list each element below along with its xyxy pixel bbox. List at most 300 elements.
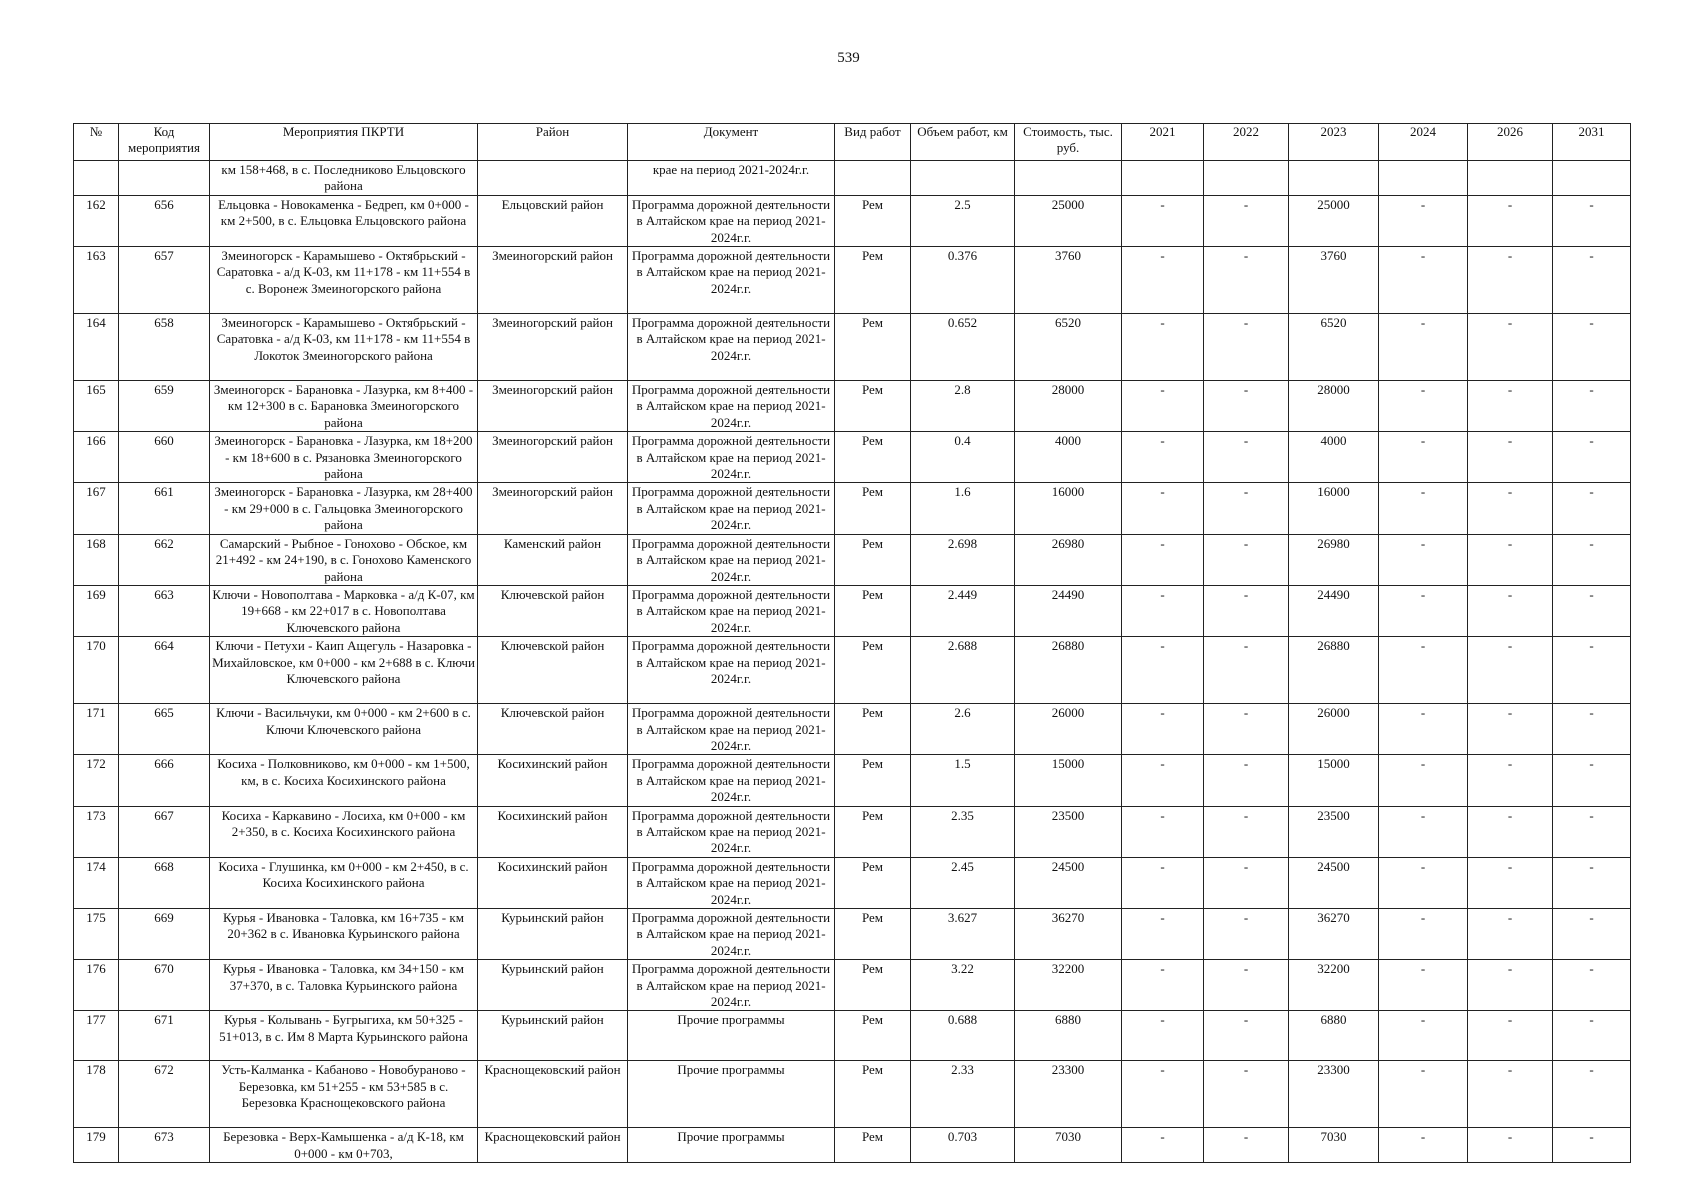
row-2031: - xyxy=(1553,909,1631,960)
row-code: 672 xyxy=(119,1061,210,1128)
row-no: 169 xyxy=(74,585,119,636)
row-work-type: Рем xyxy=(835,195,911,246)
row-code: 661 xyxy=(119,483,210,534)
row-work-type: Рем xyxy=(835,857,911,908)
row-work-type: Рем xyxy=(835,247,911,314)
row-2022: - xyxy=(1204,1061,1289,1128)
row-2023: 36270 xyxy=(1289,909,1379,960)
row-no: 172 xyxy=(74,755,119,806)
row-2021: - xyxy=(1122,195,1204,246)
row-document: Программа дорожной деятельности в Алтайском крае на период 2021-2024г.г. xyxy=(628,585,835,636)
row-2023: 23300 xyxy=(1289,1061,1379,1128)
row-2021: - xyxy=(1122,704,1204,755)
row-2021: - xyxy=(1122,483,1204,534)
row-cost: 26000 xyxy=(1015,704,1122,755)
row-2024: - xyxy=(1379,806,1468,857)
row-2021 xyxy=(1122,161,1204,196)
row-2022: - xyxy=(1204,704,1289,755)
row-2024: - xyxy=(1379,857,1468,908)
row-2026: - xyxy=(1468,534,1553,585)
row-work-type: Рем xyxy=(835,381,911,432)
row-work-type: Рем xyxy=(835,534,911,585)
row-event: Курья - Колывань - Бугрыгиха, км 50+325 - 51+013, в с. Им 8 Марта Курьинского района xyxy=(210,1011,478,1061)
row-no: 162 xyxy=(74,195,119,246)
header-2026: 2026 xyxy=(1468,124,1553,161)
row-event: Самарский - Рыбное - Гонохово - Обское, км 21+492 - км 24+190, в с. Гонохово Каменского района xyxy=(210,534,478,585)
row-2031: - xyxy=(1553,314,1631,381)
row-event: Змеиногорск - Карамышево - Октябрьский - Саратовка - а/д К-03, км 11+178 - км 11+554 в с. Воронеж Змеиногорского района xyxy=(210,247,478,314)
row-cost: 4000 xyxy=(1015,432,1122,483)
row-no: 174 xyxy=(74,857,119,908)
table-row xyxy=(74,534,1631,585)
row-2031: - xyxy=(1553,534,1631,585)
row-no: 167 xyxy=(74,483,119,534)
row-2022: - xyxy=(1204,1011,1289,1061)
row-2023: 23500 xyxy=(1289,806,1379,857)
row-document: Программа дорожной деятельности в Алтайском крае на период 2021-2024г.г. xyxy=(628,806,835,857)
row-code: 669 xyxy=(119,909,210,960)
row-2026: - xyxy=(1468,909,1553,960)
header-cost: Стоимость, тыс. руб. xyxy=(1015,124,1122,161)
table-header xyxy=(74,124,1631,161)
row-2024: - xyxy=(1379,637,1468,704)
row-cost: 36270 xyxy=(1015,909,1122,960)
row-document: Программа дорожной деятельности в Алтайском крае на период 2021-2024г.г. xyxy=(628,704,835,755)
row-2022: - xyxy=(1204,755,1289,806)
row-work-type: Рем xyxy=(835,806,911,857)
row-code: 659 xyxy=(119,381,210,432)
row-2024: - xyxy=(1379,1061,1468,1128)
row-2022: - xyxy=(1204,195,1289,246)
row-2031: - xyxy=(1553,637,1631,704)
row-no: 165 xyxy=(74,381,119,432)
row-code: 665 xyxy=(119,704,210,755)
table-row xyxy=(74,909,1631,960)
row-2024: - xyxy=(1379,534,1468,585)
row-code: 660 xyxy=(119,432,210,483)
row-2026: - xyxy=(1468,247,1553,314)
header-work-type: Вид работ xyxy=(835,124,911,161)
row-event: Ключи - Васильчуки, км 0+000 - км 2+600 в с. Ключи Ключевского района xyxy=(210,704,478,755)
row-2023: 24500 xyxy=(1289,857,1379,908)
table-row xyxy=(74,755,1631,806)
row-document: Программа дорожной деятельности в Алтайском крае на период 2021-2024г.г. xyxy=(628,755,835,806)
row-work-type: Рем xyxy=(835,909,911,960)
row-2031: - xyxy=(1553,755,1631,806)
row-2023: 28000 xyxy=(1289,381,1379,432)
row-2031: - xyxy=(1553,857,1631,908)
row-event: км 158+468, в с. Последниково Ельцовского района xyxy=(210,161,478,196)
row-code: 666 xyxy=(119,755,210,806)
row-2031: - xyxy=(1553,247,1631,314)
row-code: 657 xyxy=(119,247,210,314)
row-cost: 6520 xyxy=(1015,314,1122,381)
row-cost: 6880 xyxy=(1015,1011,1122,1061)
table-row xyxy=(74,637,1631,704)
row-code: 671 xyxy=(119,1011,210,1061)
row-2026: - xyxy=(1468,314,1553,381)
row-2024: - xyxy=(1379,432,1468,483)
row-event: Косиха - Глушинка, км 0+000 - км 2+450, в с. Косиха Косихинского района xyxy=(210,857,478,908)
row-cost: 24490 xyxy=(1015,585,1122,636)
row-2031: - xyxy=(1553,1061,1631,1128)
row-cost: 7030 xyxy=(1015,1128,1122,1163)
row-document: Прочие программы xyxy=(628,1128,835,1163)
row-2024: - xyxy=(1379,755,1468,806)
row-document: Прочие программы xyxy=(628,1011,835,1061)
row-cost: 15000 xyxy=(1015,755,1122,806)
row-district: Змеиногорский район xyxy=(478,381,628,432)
row-2026: - xyxy=(1468,637,1553,704)
row-2031: - xyxy=(1553,483,1631,534)
header-volume: Объем работ, км xyxy=(911,124,1015,161)
row-2022: - xyxy=(1204,483,1289,534)
row-cost: 24500 xyxy=(1015,857,1122,908)
row-district: Змеиногорский район xyxy=(478,247,628,314)
row-2023: 24490 xyxy=(1289,585,1379,636)
row-document: Программа дорожной деятельности в Алтайском крае на период 2021-2024г.г. xyxy=(628,857,835,908)
row-cost: 25000 xyxy=(1015,195,1122,246)
row-cost xyxy=(1015,161,1122,196)
row-2021: - xyxy=(1122,381,1204,432)
row-document: Прочие программы xyxy=(628,1061,835,1128)
row-2021: - xyxy=(1122,534,1204,585)
row-no: 176 xyxy=(74,960,119,1011)
row-district: Косихинский район xyxy=(478,755,628,806)
page-number: 539 xyxy=(837,50,860,66)
row-cost: 26880 xyxy=(1015,637,1122,704)
row-2024: - xyxy=(1379,585,1468,636)
row-code: 662 xyxy=(119,534,210,585)
row-no: 164 xyxy=(74,314,119,381)
row-document: Программа дорожной деятельности в Алтайском крае на период 2021-2024г.г. xyxy=(628,432,835,483)
row-cost: 16000 xyxy=(1015,483,1122,534)
row-volume: 0.652 xyxy=(911,314,1015,381)
row-work-type: Рем xyxy=(835,314,911,381)
row-2021: - xyxy=(1122,314,1204,381)
row-2021: - xyxy=(1122,637,1204,704)
row-2026: - xyxy=(1468,1011,1553,1061)
row-2024: - xyxy=(1379,909,1468,960)
row-work-type: Рем xyxy=(835,637,911,704)
row-2023: 26880 xyxy=(1289,637,1379,704)
row-volume: 2.33 xyxy=(911,1061,1015,1128)
row-code: 668 xyxy=(119,857,210,908)
row-2023: 16000 xyxy=(1289,483,1379,534)
row-2022: - xyxy=(1204,381,1289,432)
row-document: Программа дорожной деятельности в Алтайском крае на период 2021-2024г.г. xyxy=(628,909,835,960)
row-2026: - xyxy=(1468,483,1553,534)
row-2021: - xyxy=(1122,1011,1204,1061)
row-2031: - xyxy=(1553,381,1631,432)
row-volume: 2.35 xyxy=(911,806,1015,857)
row-event: Ельцовка - Новокаменка - Бедреп, км 0+000 - км 2+500, в с. Ельцовка Ельцовского района xyxy=(210,195,478,246)
row-code: 658 xyxy=(119,314,210,381)
row-district: Змеиногорский район xyxy=(478,432,628,483)
row-2021: - xyxy=(1122,432,1204,483)
row-2022: - xyxy=(1204,857,1289,908)
row-no: 171 xyxy=(74,704,119,755)
row-district: Косихинский район xyxy=(478,857,628,908)
row-2022: - xyxy=(1204,909,1289,960)
row-document: Программа дорожной деятельности в Алтайском крае на период 2021-2024г.г. xyxy=(628,960,835,1011)
row-work-type: Рем xyxy=(835,1128,911,1163)
table-row xyxy=(74,432,1631,483)
row-event: Ключи - Новополтава - Марковка - а/д К-07, км 19+668 - км 22+017 в с. Новополтава Ключевского района xyxy=(210,585,478,636)
row-2021: - xyxy=(1122,1061,1204,1128)
row-2026: - xyxy=(1468,1128,1553,1163)
row-no: 168 xyxy=(74,534,119,585)
row-2031: - xyxy=(1553,432,1631,483)
row-2026: - xyxy=(1468,432,1553,483)
row-2022: - xyxy=(1204,314,1289,381)
row-2024: - xyxy=(1379,483,1468,534)
row-2026: - xyxy=(1468,704,1553,755)
row-2022: - xyxy=(1204,806,1289,857)
row-2021: - xyxy=(1122,806,1204,857)
row-cost: 26980 xyxy=(1015,534,1122,585)
row-2023: 15000 xyxy=(1289,755,1379,806)
row-volume: 0.376 xyxy=(911,247,1015,314)
row-document: Программа дорожной деятельности в Алтайском крае на период 2021-2024г.г. xyxy=(628,195,835,246)
row-document: Программа дорожной деятельности в Алтайском крае на период 2021-2024г.г. xyxy=(628,314,835,381)
row-cost: 28000 xyxy=(1015,381,1122,432)
row-volume: 0.703 xyxy=(911,1128,1015,1163)
row-2023: 4000 xyxy=(1289,432,1379,483)
table-row xyxy=(74,857,1631,908)
header-2024: 2024 xyxy=(1379,124,1468,161)
row-2026: - xyxy=(1468,1061,1553,1128)
row-document: Программа дорожной деятельности в Алтайском крае на период 2021-2024г.г. xyxy=(628,381,835,432)
header-district: Район xyxy=(478,124,628,161)
table-body xyxy=(74,161,1631,1163)
row-event: Курья - Ивановка - Таловка, км 34+150 - км 37+370, в с. Таловка Курьинского района xyxy=(210,960,478,1011)
table-row xyxy=(74,483,1631,534)
row-2024: - xyxy=(1379,381,1468,432)
row-document: Программа дорожной деятельности в Алтайском крае на период 2021-2024г.г. xyxy=(628,247,835,314)
road-works-table xyxy=(73,123,1631,1163)
row-volume: 3.627 xyxy=(911,909,1015,960)
row-no: 178 xyxy=(74,1061,119,1128)
row-volume: 1.5 xyxy=(911,755,1015,806)
header-2023: 2023 xyxy=(1289,124,1379,161)
row-event: Змеиногорск - Барановка - Лазурка, км 18+200 - км 18+600 в с. Рязановка Змеиногорского района xyxy=(210,432,478,483)
row-2023: 6520 xyxy=(1289,314,1379,381)
header-2031: 2031 xyxy=(1553,124,1631,161)
row-2023: 26980 xyxy=(1289,534,1379,585)
row-volume: 0.4 xyxy=(911,432,1015,483)
row-2022: - xyxy=(1204,585,1289,636)
table-row xyxy=(74,806,1631,857)
row-volume: 2.688 xyxy=(911,637,1015,704)
row-2022: - xyxy=(1204,960,1289,1011)
row-work-type: Рем xyxy=(835,483,911,534)
row-2031: - xyxy=(1553,585,1631,636)
row-2024: - xyxy=(1379,704,1468,755)
row-district: Змеиногорский район xyxy=(478,483,628,534)
row-2026: - xyxy=(1468,806,1553,857)
row-2022: - xyxy=(1204,247,1289,314)
row-district: Косихинский район xyxy=(478,806,628,857)
table-row xyxy=(74,314,1631,381)
row-work-type: Рем xyxy=(835,1061,911,1128)
row-2023 xyxy=(1289,161,1379,196)
row-no: 173 xyxy=(74,806,119,857)
row-work-type: Рем xyxy=(835,755,911,806)
row-2021: - xyxy=(1122,857,1204,908)
row-cost: 23300 xyxy=(1015,1061,1122,1128)
row-district: Краснощековский район xyxy=(478,1128,628,1163)
table-row xyxy=(74,1061,1631,1128)
row-code xyxy=(119,161,210,196)
row-cost: 32200 xyxy=(1015,960,1122,1011)
row-2031: - xyxy=(1553,1011,1631,1061)
row-2031 xyxy=(1553,161,1631,196)
row-2026 xyxy=(1468,161,1553,196)
row-document: крае на период 2021-2024г.г. xyxy=(628,161,835,196)
row-district: Ключевской район xyxy=(478,704,628,755)
row-document: Программа дорожной деятельности в Алтайском крае на период 2021-2024г.г. xyxy=(628,534,835,585)
row-no: 179 xyxy=(74,1128,119,1163)
row-2026: - xyxy=(1468,585,1553,636)
row-volume: 2.45 xyxy=(911,857,1015,908)
row-no: 163 xyxy=(74,247,119,314)
row-2022: - xyxy=(1204,1128,1289,1163)
row-no: 170 xyxy=(74,637,119,704)
row-no xyxy=(74,161,119,196)
row-work-type: Рем xyxy=(835,585,911,636)
header-document: Документ xyxy=(628,124,835,161)
row-event: Косиха - Полковниково, км 0+000 - км 1+500, км, в с. Косиха Косихинского района xyxy=(210,755,478,806)
header-no: № xyxy=(74,124,119,161)
row-2023: 3760 xyxy=(1289,247,1379,314)
row-code: 667 xyxy=(119,806,210,857)
row-district: Ключевской район xyxy=(478,585,628,636)
row-event: Змеиногорск - Барановка - Лазурка, км 28+400 - км 29+000 в с. Гальцовка Змеиногорского района xyxy=(210,483,478,534)
row-2031: - xyxy=(1553,960,1631,1011)
row-district: Курьинский район xyxy=(478,909,628,960)
row-2023: 25000 xyxy=(1289,195,1379,246)
row-district xyxy=(478,161,628,196)
table-row xyxy=(74,585,1631,636)
row-2021: - xyxy=(1122,909,1204,960)
row-2021: - xyxy=(1122,1128,1204,1163)
row-district: Ельцовский район xyxy=(478,195,628,246)
row-no: 177 xyxy=(74,1011,119,1061)
row-2026: - xyxy=(1468,381,1553,432)
row-district: Ключевской район xyxy=(478,637,628,704)
row-event: Курья - Ивановка - Таловка, км 16+735 - км 20+362 в с. Ивановка Курьинского района xyxy=(210,909,478,960)
row-2026: - xyxy=(1468,960,1553,1011)
row-2026: - xyxy=(1468,857,1553,908)
table-row xyxy=(74,381,1631,432)
row-event: Ключи - Петухи - Каип Ащегуль - Назаровка - Михайловское, км 0+000 - км 2+688 в с. Ключи Ключевского района xyxy=(210,637,478,704)
row-district: Курьинский район xyxy=(478,1011,628,1061)
row-2022: - xyxy=(1204,637,1289,704)
row-volume: 3.22 xyxy=(911,960,1015,1011)
row-2023: 7030 xyxy=(1289,1128,1379,1163)
row-2024 xyxy=(1379,161,1468,196)
row-2024: - xyxy=(1379,960,1468,1011)
row-event: Усть-Калманка - Кабаново - Новобураново - Березовка, км 51+255 - км 53+585 в с. Березовка Краснощековского района xyxy=(210,1061,478,1128)
row-2031: - xyxy=(1553,806,1631,857)
row-document: Программа дорожной деятельности в Алтайском крае на период 2021-2024г.г. xyxy=(628,483,835,534)
row-volume xyxy=(911,161,1015,196)
row-no: 175 xyxy=(74,909,119,960)
row-cost: 23500 xyxy=(1015,806,1122,857)
row-2031: - xyxy=(1553,1128,1631,1163)
row-volume: 1.6 xyxy=(911,483,1015,534)
row-code: 664 xyxy=(119,637,210,704)
table-row xyxy=(74,1128,1631,1163)
row-event: Березовка - Верх-Камышенка - а/д К-18, км 0+000 - км 0+703, xyxy=(210,1128,478,1163)
row-2026: - xyxy=(1468,195,1553,246)
row-2024: - xyxy=(1379,1128,1468,1163)
row-volume: 2.698 xyxy=(911,534,1015,585)
row-2021: - xyxy=(1122,960,1204,1011)
row-2024: - xyxy=(1379,314,1468,381)
row-work-type: Рем xyxy=(835,432,911,483)
row-2022: - xyxy=(1204,534,1289,585)
row-code: 673 xyxy=(119,1128,210,1163)
table-row xyxy=(74,1011,1631,1061)
row-2022 xyxy=(1204,161,1289,196)
row-volume: 2.8 xyxy=(911,381,1015,432)
row-event: Змеиногорск - Карамышево - Октябрьский - Саратовка - а/д К-03, км 11+178 - км 11+554 в Локоток Змеиногорского района xyxy=(210,314,478,381)
row-code: 663 xyxy=(119,585,210,636)
row-2024: - xyxy=(1379,1011,1468,1061)
header-code: Код мероприятия xyxy=(119,124,210,161)
row-2023: 6880 xyxy=(1289,1011,1379,1061)
row-2021: - xyxy=(1122,247,1204,314)
table-row xyxy=(74,247,1631,314)
row-2022: - xyxy=(1204,432,1289,483)
row-2031: - xyxy=(1553,195,1631,246)
header-2022: 2022 xyxy=(1204,124,1289,161)
row-2031: - xyxy=(1553,704,1631,755)
row-document: Программа дорожной деятельности в Алтайском крае на период 2021-2024г.г. xyxy=(628,637,835,704)
row-event: Косиха - Каркавино - Лосиха, км 0+000 - км 2+350, в с. Косиха Косихинского района xyxy=(210,806,478,857)
row-code: 656 xyxy=(119,195,210,246)
row-event: Змеиногорск - Барановка - Лазурка, км 8+400 - км 12+300 в с. Барановка Змеиногорского района xyxy=(210,381,478,432)
row-2021: - xyxy=(1122,755,1204,806)
row-2023: 26000 xyxy=(1289,704,1379,755)
row-work-type xyxy=(835,161,911,196)
header-2021: 2021 xyxy=(1122,124,1204,161)
row-2023: 32200 xyxy=(1289,960,1379,1011)
row-2024: - xyxy=(1379,247,1468,314)
header-event: Мероприятия ПКРТИ xyxy=(210,124,478,161)
row-work-type: Рем xyxy=(835,704,911,755)
row-district: Каменский район xyxy=(478,534,628,585)
row-district: Краснощековский район xyxy=(478,1061,628,1128)
row-work-type: Рем xyxy=(835,1011,911,1061)
row-no: 166 xyxy=(74,432,119,483)
row-volume: 2.449 xyxy=(911,585,1015,636)
row-volume: 0.688 xyxy=(911,1011,1015,1061)
table-row xyxy=(74,195,1631,246)
table-row xyxy=(74,161,1631,196)
row-2021: - xyxy=(1122,585,1204,636)
row-volume: 2.5 xyxy=(911,195,1015,246)
row-code: 670 xyxy=(119,960,210,1011)
table-row xyxy=(74,960,1631,1011)
row-district: Курьинский район xyxy=(478,960,628,1011)
row-cost: 3760 xyxy=(1015,247,1122,314)
table-row xyxy=(74,704,1631,755)
row-2024: - xyxy=(1379,195,1468,246)
row-district: Змеиногорский район xyxy=(478,314,628,381)
